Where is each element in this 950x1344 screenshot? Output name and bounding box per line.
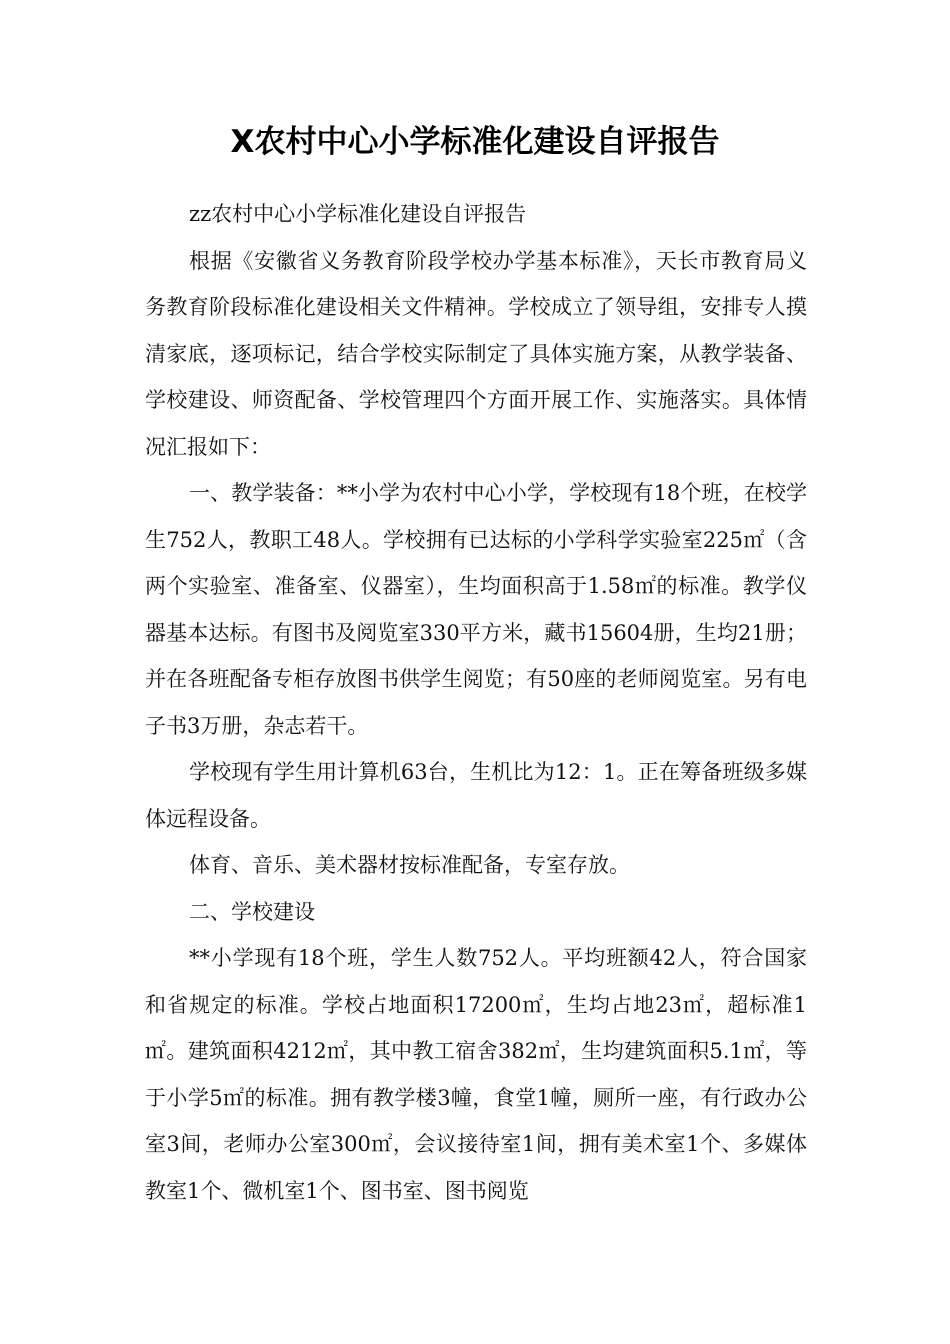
paragraph-sports-music-art: 体育、音乐、美术器材按标准配备，专室存放。 xyxy=(189,853,630,877)
paragraph-computers: 学校现有学生用计算机63台，生机比为12：1。正在筹备班级多媒体远程设备。 xyxy=(145,760,807,831)
paragraph-intro: 根据《安徽省义务教育阶段学校办学基本标准》，天长市教育局义务教育阶段标准化建设相关文件精神。学校成立了领导组，安排专人摸清家底，逐项标记，结合学校实际制定了具体实施方案，从教学装备、学校建设、师资配备、学校管理四个方面开展工作、实施落实。具体情况汇报如下： xyxy=(145,248,807,459)
document-body xyxy=(145,191,807,1214)
paragraph-subtitle: zz农村中心小学标准化建设自评报告 xyxy=(189,202,527,226)
paragraph-school-construction: **小学现有18个班，学生人数752人。平均班额42人，符合国家和省规定的标准。学校占地面积17200㎡，生均占地23㎡，超标准1㎡。建筑面积4212㎡，其中教工宿舍382㎡，生均建筑面积5.1㎡，等于小学5㎡的标准。拥有教学楼3幢，食堂1幢，厕所一座，有行政办公室3间，老师办公室300㎡，会议接待室1间，拥有美术室1个、多媒体教室1个、微机室1个、图书室、图书阅览 xyxy=(145,946,807,1203)
section-heading-school-construction: 二、学校建设 xyxy=(189,899,315,924)
document-title: X农村中心小学标准化建设自评报告 xyxy=(230,124,720,160)
paragraph-teaching-equipment: 一、教学装备：**小学为农村中心小学，学校现有18个班，在校学生752人，教职工48人。学校拥有已达标的小学科学实验室225㎡（含两个实验室、准备室、仪器室），生均面积高于1.58㎡的标准。教学仪器基本达标。有图书及阅览室330平方米，藏书15604册，生均21册；并在各班配备专柜存放图书供学生阅览；有50座的老师阅览室。另有电子书3万册，杂志若干。 xyxy=(145,481,807,738)
